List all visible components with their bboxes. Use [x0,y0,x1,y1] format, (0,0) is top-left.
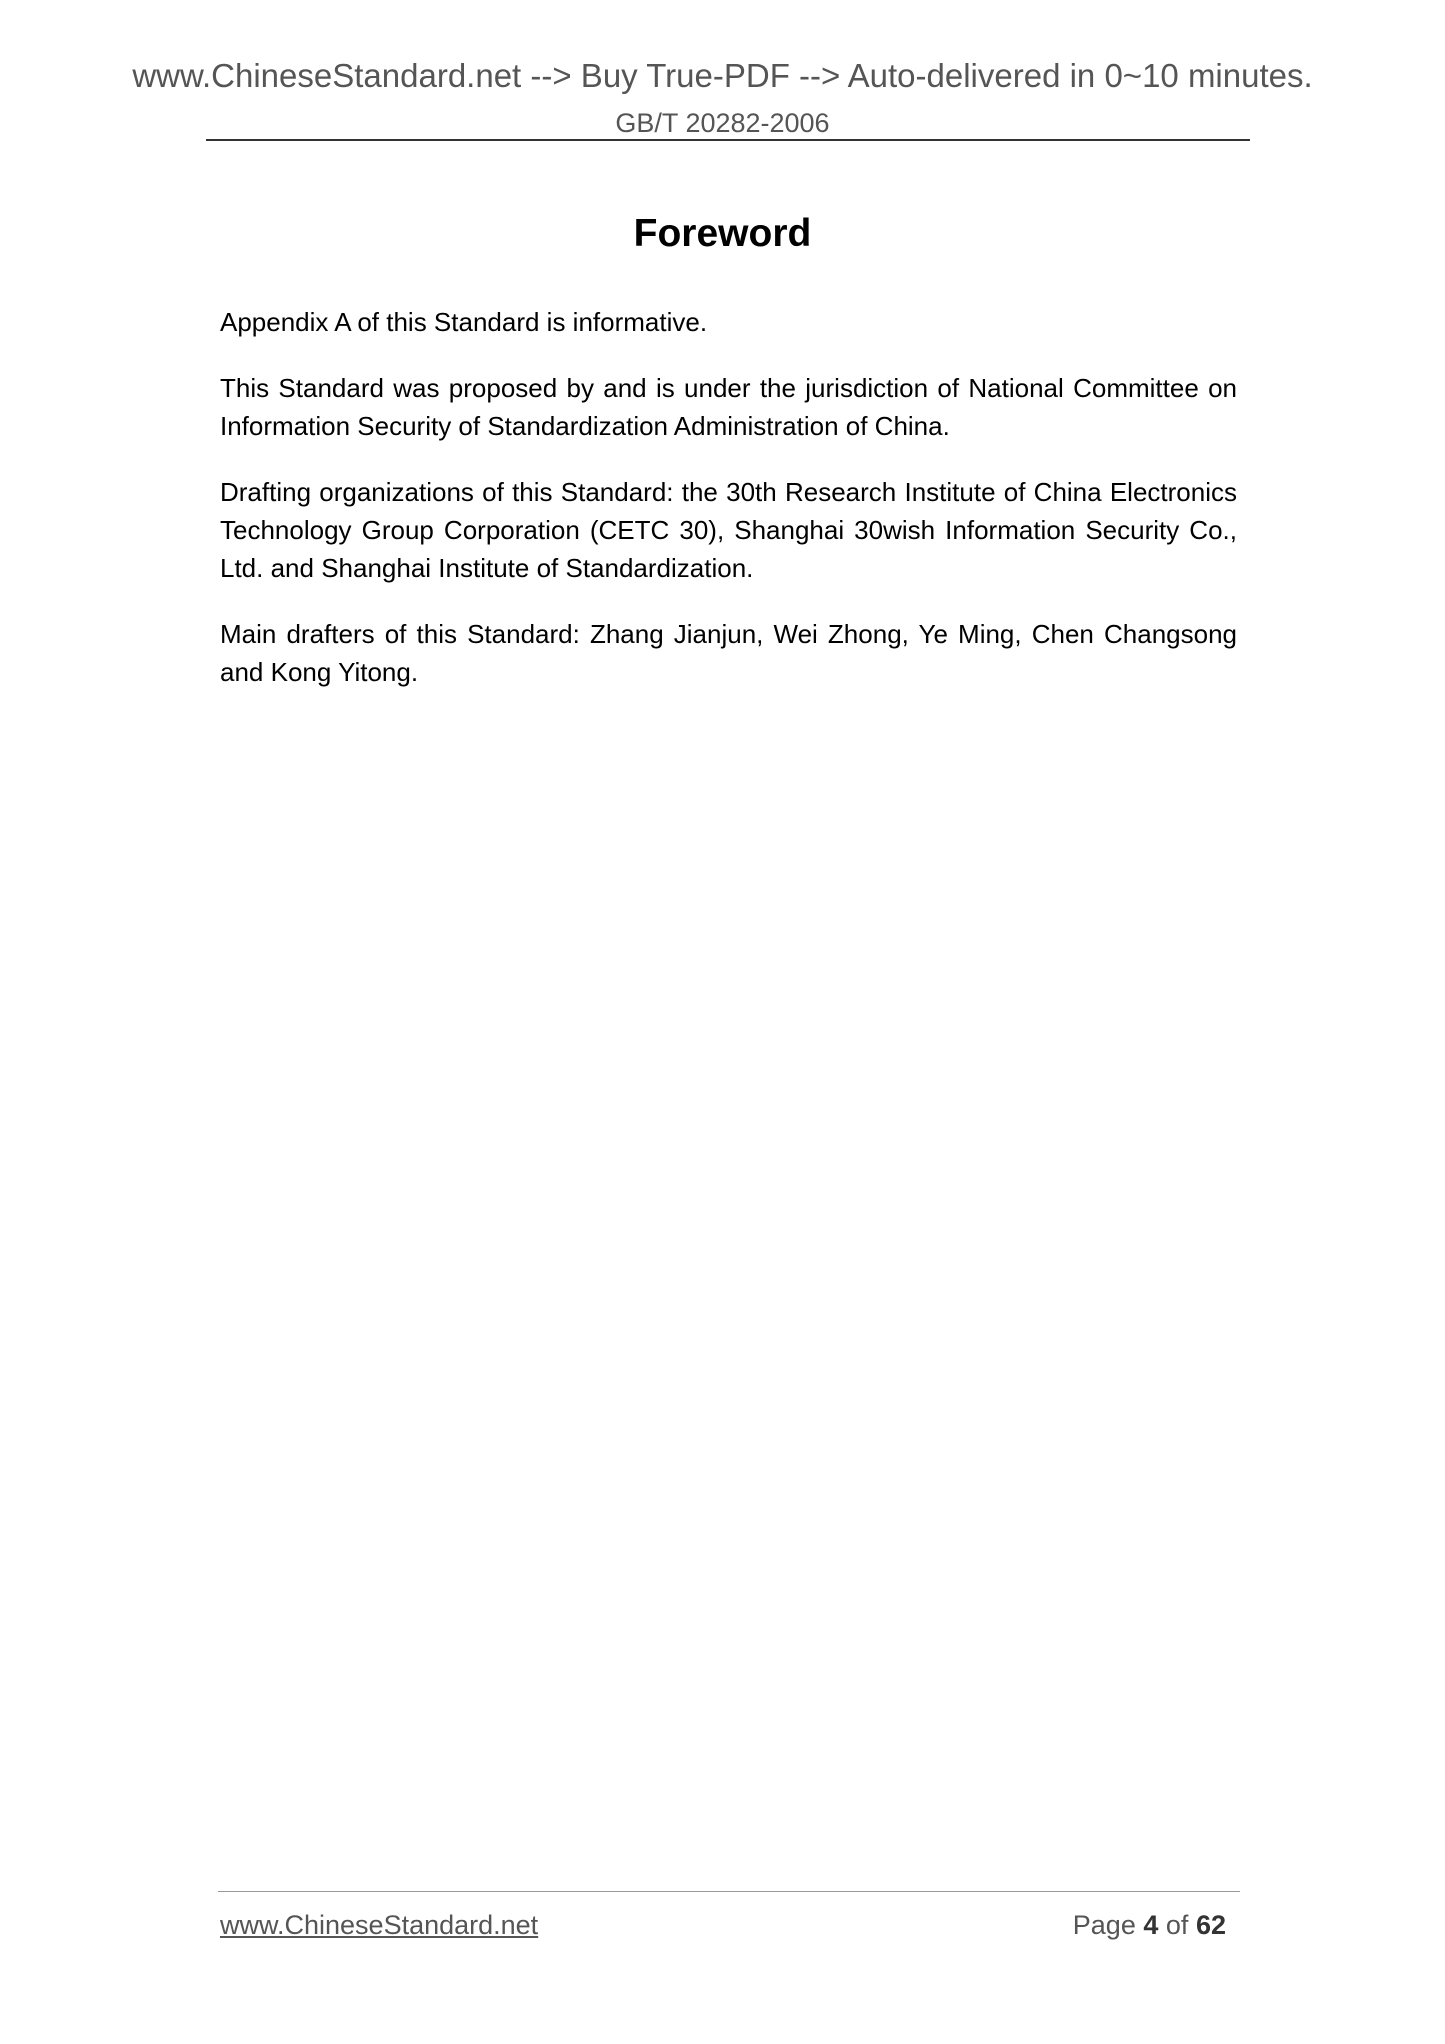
paragraph-drafting-organizations: Drafting organizations of this Standard: the 30th Research Institute of China Electronics Technology Group Corporation (CETC 30), Shanghai 30wish Information Security Co., Ltd. and Shanghai Institute of Standardization. [220,477,1237,583]
foreword-body [220,303,1237,719]
page-indicator [1073,1907,1226,1943]
header-divider [206,139,1250,141]
standard-number: GB/T 20282-2006 [615,108,830,138]
page-word: Page [1072,1910,1136,1940]
of-word: of [1165,1910,1189,1940]
footer-divider [218,1891,1240,1892]
total-pages-number: 62 [1195,1910,1226,1940]
page-title: Foreword [633,212,812,255]
paragraph-appendix: Appendix A of this Standard is informative. [220,307,708,337]
current-page-number: 4 [1143,1910,1159,1940]
top-banner: www.ChineseStandard.net --> Buy True-PDF --> Auto-delivered in 0~10 minutes. [132,57,1313,94]
footer-site-link[interactable]: www.ChineseStandard.net [220,1910,539,1940]
paragraph-main-drafters: Main drafters of this Standard: Zhang Jianjun, Wei Zhong, Ye Ming, Chen Changsong and Kong Yitong. [220,619,1237,687]
paragraph-jurisdiction: This Standard was proposed by and is under the jurisdiction of National Committee on Information Security of Standardization Administration of China. [220,373,1237,441]
